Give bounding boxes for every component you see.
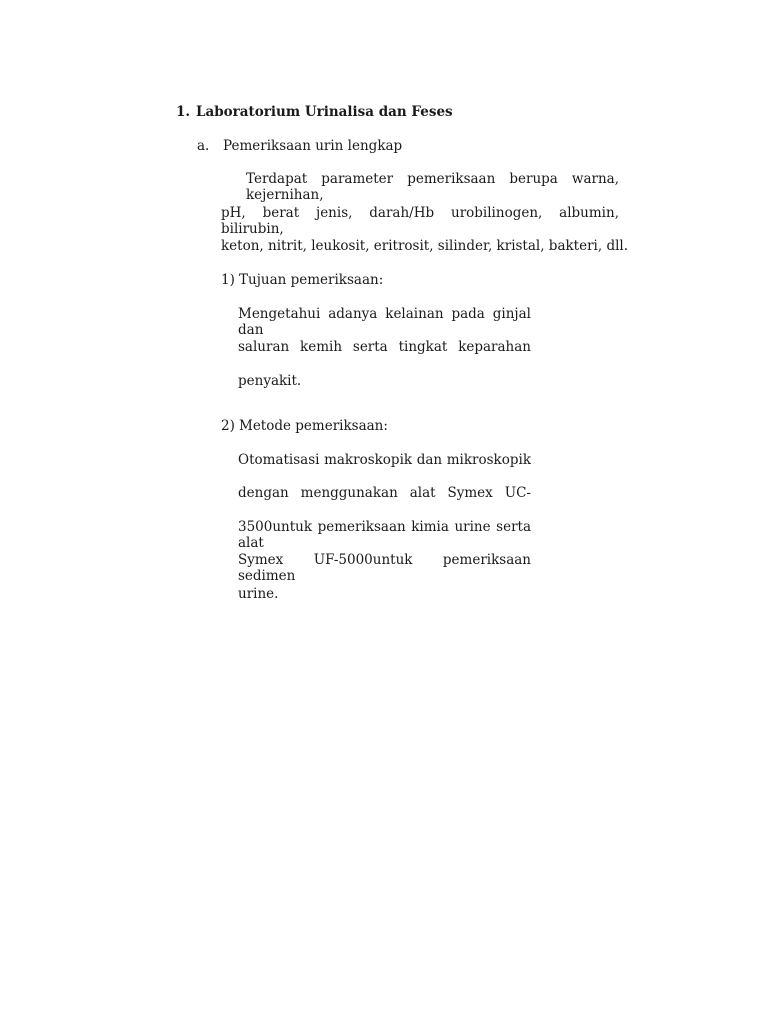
item2-line-5: urine. <box>238 586 279 602</box>
item1-line-1: Mengetahui adanya kelainan pada ginjal dan <box>238 306 531 338</box>
subsection-heading <box>197 138 402 154</box>
item2-marker: 2) <box>221 418 235 434</box>
item1-line-3: penyakit. <box>238 373 302 389</box>
intro-line-1: Terdapat parameter pemeriksaan berupa warna, kejernihan, <box>246 171 619 203</box>
intro-line-3: keton, nitrit, leukosit, eritrosit, silinder, kristal, bakteri, dll. <box>221 238 629 254</box>
item1-marker: 1) <box>221 272 235 288</box>
item2-title: Metode pemeriksaan: <box>239 418 388 434</box>
subsection-title: Pemeriksaan urin lengkap <box>223 138 403 154</box>
item1-heading <box>221 272 383 288</box>
section-heading <box>176 104 453 120</box>
item2-line-3: 3500untuk pemeriksaan kimia urine serta alat <box>238 519 531 551</box>
item2-heading <box>221 418 388 434</box>
subsection-marker: a. <box>197 138 210 154</box>
item2-line-4: Symex UF-5000untuk pemeriksaan sedimen <box>238 552 531 584</box>
section-title: Laboratorium Urinalisa dan Feses <box>196 104 453 120</box>
item2-line-2: dengan menggunakan alat Symex UC- <box>238 485 531 501</box>
section-number: 1. <box>176 104 191 120</box>
item1-title: Tujuan pemeriksaan: <box>239 272 384 288</box>
intro-line-2: pH, berat jenis, darah/Hb urobilinogen, albumin, bilirubin, <box>221 205 619 237</box>
item1-line-2: saluran kemih serta tingkat keparahan <box>238 339 531 355</box>
item2-line-1: Otomatisasi makroskopik dan mikroskopik <box>238 452 531 468</box>
